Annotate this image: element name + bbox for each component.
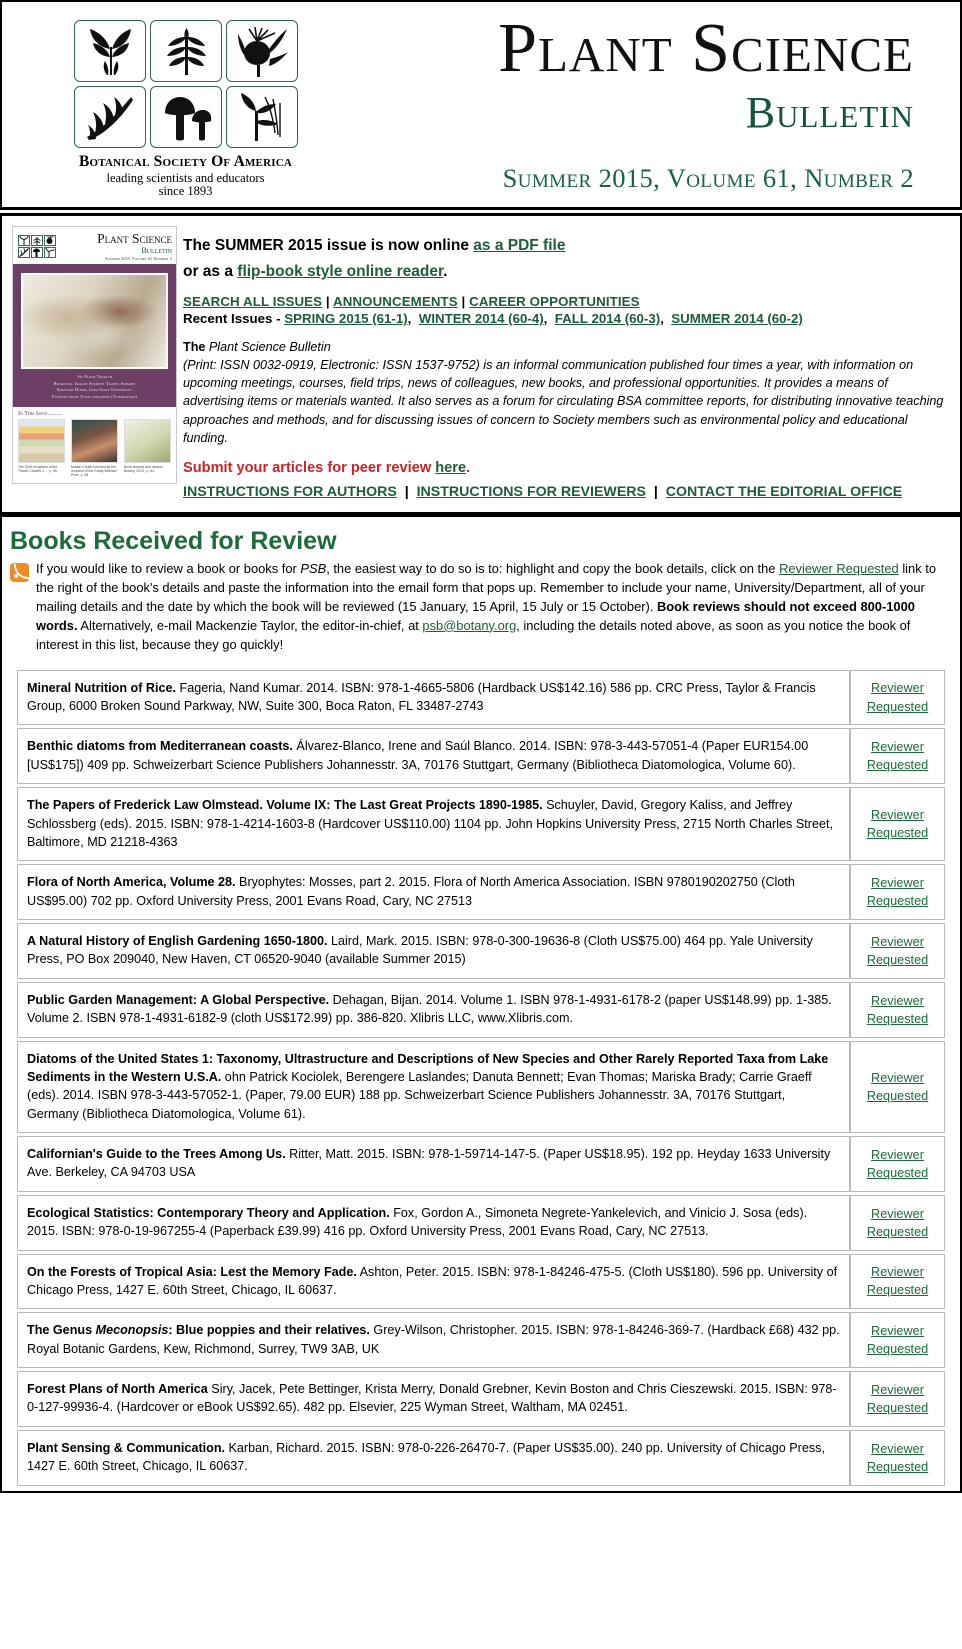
reviewer-label-line2: Requested	[866, 826, 929, 841]
books-received-heading: Books Received for Review	[10, 526, 337, 555]
editor-email-link[interactable]: psb@botany.org	[422, 617, 517, 633]
submit-articles-line	[183, 460, 948, 476]
cover-thumb-2-caption: Marian Chubb honored as the recipient of the Grady Webster Prize, p. 58	[71, 464, 117, 478]
reviewer-label-line2: Requested	[866, 1283, 929, 1298]
table-row	[17, 728, 945, 784]
book-details-cell	[17, 1195, 850, 1251]
cover-thumb-2	[71, 419, 118, 478]
reviewer-requested-link[interactable]	[854, 1146, 941, 1182]
publication-title: Plant Science	[498, 10, 914, 87]
online-availability-line1	[183, 234, 948, 258]
pdf-file-link[interactable]: as a PDF file	[473, 237, 566, 254]
reviewer-label-line2: Requested	[866, 1459, 929, 1474]
cover-thumb-3	[124, 419, 171, 478]
book-title-prefix: The Genus	[27, 1323, 96, 1338]
reviewer-requested-cell[interactable]	[850, 1041, 945, 1134]
reviewer-label-line2: Requested	[866, 1088, 929, 1103]
recent-issue-summer-2014-link[interactable]: SUMMER 2014 (60-2)	[671, 311, 803, 327]
book-title: Californian's Guide to the Trees Among Us.	[27, 1147, 286, 1161]
cover-logo-cell-2	[31, 235, 43, 246]
table-row	[17, 1254, 945, 1310]
recent-issue-winter-2014-link[interactable]: WINTER 2014 (60-4)	[418, 311, 544, 327]
cover-thumbnail-row	[13, 419, 176, 484]
fern-frond-icon	[74, 86, 146, 148]
table-row	[17, 1195, 945, 1251]
cover-caption-line4: Flowers from Xyris difformis (Xyridaceae)	[52, 393, 137, 399]
cover-title-block	[61, 232, 172, 261]
reviewer-requested-link[interactable]	[854, 933, 941, 969]
reviewer-label-line2: Requested	[866, 1224, 929, 1239]
book-details-cell	[17, 1041, 850, 1134]
reviewer-requested-cell[interactable]	[850, 728, 945, 784]
cover-caption	[21, 369, 168, 401]
issue-details	[177, 226, 960, 504]
reviewer-requested-link[interactable]	[854, 1205, 941, 1241]
book-details-cell	[17, 1430, 850, 1486]
reviewer-label-line2: Requested	[866, 1342, 929, 1357]
instructions-links-row	[183, 484, 948, 504]
reviewer-label-line1: Reviewer	[871, 1382, 924, 1397]
books-table-body	[17, 670, 945, 1486]
table-row	[17, 1312, 945, 1368]
cover-thumb-1-caption: The 2015 recipients of the Triarch Charles J. ... p. 50	[18, 464, 58, 473]
book-meta: Schuyler, David, Gregory Kaliss, and Jeffrey Schlossberg (eds). 2015. ISBN: 978-1-4214-1603-8 (Hardcover US$110.00) 1104 pp. John Hopkins University Press, 2715 North Charles Street, Baltimore, MD 21218-4363	[27, 798, 833, 849]
reviewer-requested-link[interactable]	[854, 1381, 941, 1417]
reviewer-requested-link[interactable]	[854, 992, 941, 1028]
cover-title: Plant Science	[97, 231, 172, 246]
announcements-link[interactable]: ANNOUNCEMENTS	[333, 294, 458, 310]
cover-header	[13, 227, 176, 264]
reviewer-label-line2: Requested	[866, 894, 929, 909]
cover-thumb-1-image	[18, 419, 65, 463]
recent-sep-3: ,	[660, 311, 672, 327]
book-details-cell	[17, 1136, 850, 1192]
intro-part-2: , the easiest way to do so is to: highlight and copy the book details, click on the	[326, 560, 780, 576]
logo-icon-grid	[74, 20, 298, 148]
reviewer-label-line1: Reviewer	[871, 1070, 924, 1085]
society-name: Botanical Society Of America	[79, 153, 292, 170]
books-intro-text	[36, 560, 950, 655]
career-opportunities-link[interactable]: CAREER OPPORTUNITIES	[469, 294, 640, 310]
table-row	[17, 787, 945, 861]
cover-logo-icon	[18, 235, 56, 258]
cover-caption-line2: Botanical Images Student Travel Awards	[53, 380, 136, 386]
book-details-cell	[17, 728, 850, 784]
reviewer-label-line2: Requested	[866, 699, 929, 714]
recent-issues-label: Recent Issues -	[183, 311, 285, 327]
book-title: The Papers of Frederick Law Olmstead. Volume IX: The Last Great Projects 1890-1985.	[27, 798, 543, 813]
nav-sep-2: |	[457, 294, 470, 310]
book-details-cell	[17, 982, 850, 1038]
mushroom-icon	[150, 86, 222, 148]
table-row	[17, 982, 945, 1038]
cover-column	[2, 226, 177, 504]
book-meta: Ashton, Peter. 2015. ISBN: 978-1-84246-475-5. (Cloth US$180). 596 pp. University of Chicago Press, 1427 E. 60th Street, Chicago, IL 60637.	[27, 1264, 838, 1297]
society-tagline-line1: leading scientists and educators	[106, 171, 265, 185]
reviewer-requested-link[interactable]	[854, 679, 941, 715]
book-title-genus-italic: Meconopsis	[95, 1323, 169, 1338]
cover-issue: Summer 2015 Volume 61 Number 2	[105, 255, 172, 261]
cover-caption-line1: 1st Place Triarch	[76, 373, 113, 379]
recent-issue-spring-2015-link[interactable]: SPRING 2015 (61-1)	[284, 311, 408, 327]
submit-prefix: Submit your articles for peer review	[183, 459, 436, 476]
reviewer-label-line1: Reviewer	[871, 993, 924, 1008]
book-title-suffix: : Blue poppies and their relatives.	[168, 1323, 370, 1338]
book-title: Diatoms of the United States 1: Taxonomy, Ultrastructure and Descriptions of New Species and Other Rarely Reported Taxa from Lake Sediments in the Western U.S.A.	[27, 1051, 829, 1084]
flipbook-reader-link[interactable]: flip-book style online reader	[237, 263, 444, 281]
reviewer-requested-link[interactable]	[854, 874, 941, 910]
intro-part-5: , including the details noted above, as soon as you notice the book of interest in this list, because they go quickly!	[36, 617, 911, 652]
book-title: Mineral Nutrition of Rice.	[27, 680, 177, 695]
book-title: Plant Sensing & Communication.	[27, 1440, 226, 1455]
reviewer-requested-cell[interactable]	[850, 1136, 945, 1192]
cover-logo-cell-4	[18, 247, 30, 258]
publication-subtitle: Bulletin	[745, 87, 914, 137]
book-title: On the Forests of Tropical Asia: Lest the Memory Fade.	[27, 1264, 357, 1279]
book-details-cell	[17, 1254, 850, 1310]
reviewer-requested-cell[interactable]	[850, 1254, 945, 1310]
book-details-cell	[17, 1371, 850, 1427]
issue-cover-thumbnail[interactable]	[12, 226, 177, 484]
intro-psb-italic: PSB	[300, 560, 327, 576]
cover-thumb-1	[18, 419, 65, 478]
reviewer-label-line2: Requested	[866, 952, 929, 967]
submit-here-link[interactable]: here	[435, 459, 467, 476]
lead-prefix: The SUMMER 2015 issue is now online	[183, 237, 474, 254]
reviewer-requested-link[interactable]	[854, 1440, 941, 1476]
society-tagline	[107, 172, 265, 198]
intro-reviewer-requested-link[interactable]: Reviewer Requested	[779, 560, 899, 576]
book-meta: ohn Patrick Kociolek, Berengere Laslandes; Danuta Bennett; Evan Thomas; Mariska Brady; Carrie Graeff (eds). 2014. ISBN 978-3-443-57052-1. (Paper, 79.00 EUR) 188 pp. Schweizerbart Science Publishers Johannesstr. 3A, 70176 Stuttgart, Germany (Bibliotheca Diatomologica, Volume 61).	[27, 1069, 812, 1121]
reviewer-requested-cell[interactable]	[850, 787, 945, 861]
masthead-titles	[307, 2, 960, 194]
reviewer-requested-cell[interactable]	[850, 982, 945, 1038]
book-meta: Karban, Richard. 2015. ISBN: 978-0-226-26470-7. (Paper US$35.00). 240 pp. University of Chicago Press, 1427 E. 60th Street, Chicago, IL 60637.	[27, 1440, 825, 1474]
reviewer-requested-cell[interactable]	[850, 1430, 945, 1486]
book-title: Flora of North America, Volume 28.	[27, 875, 236, 890]
reviewer-requested-link[interactable]	[854, 1069, 941, 1105]
reviewer-label-line1: Reviewer	[871, 1324, 924, 1339]
reviewer-label-line1: Reviewer	[871, 740, 924, 755]
table-row	[17, 1430, 945, 1486]
contact-editorial-office-link[interactable]: CONTACT THE EDITORIAL OFFICE	[665, 483, 903, 500]
masthead	[0, 0, 962, 207]
cover-subtitle: Bulletin	[141, 245, 172, 255]
cover-artwork	[13, 264, 176, 407]
book-details-cell	[17, 1312, 850, 1368]
books-table	[17, 667, 945, 1489]
book-title: A Natural History of English Gardening 1650-1800.	[27, 934, 328, 948]
issue-panel	[0, 216, 962, 514]
recent-issues-row	[183, 311, 948, 326]
table-row	[17, 1371, 945, 1427]
reviewer-label-line2: Requested	[866, 1400, 929, 1415]
reviewer-label-line1: Reviewer	[871, 1265, 924, 1280]
book-meta: Bryophytes: Mosses, part 2. 2015. Flora of North America Association. ISBN 9780190202750 (Cloth US$95.00) 702 pp. Oxford University Press, 2001 Evans Road, Cary, NC 27513	[27, 875, 795, 908]
intro-part-4: Alternatively, e-mail Mackenzie Taylor, the editor-in-chief, at	[77, 617, 423, 633]
table-row	[17, 1136, 945, 1192]
reviewer-label-line1: Reviewer	[871, 808, 924, 823]
lead-second-prefix: or as a	[183, 263, 238, 281]
about-title-italic: Plant Science Bulletin	[208, 340, 331, 355]
cover-photo	[21, 273, 168, 369]
book-title: Ecological Statistics: Contemporary Theory and Application.	[27, 1205, 390, 1220]
rss-feed-icon[interactable]	[10, 563, 29, 582]
reviewer-label-line2: Requested	[866, 1165, 929, 1180]
intro-part-1: If you would like to review a book or books for	[36, 560, 301, 576]
about-bulletin	[183, 338, 948, 447]
cover-logo-cell-3	[44, 235, 56, 246]
instructions-for-reviewers-link[interactable]: INSTRUCTIONS FOR REVIEWERS	[416, 483, 646, 500]
books-intro	[2, 560, 960, 655]
reviewer-label-line1: Reviewer	[871, 1441, 924, 1456]
reviewer-label-line2: Requested	[866, 758, 929, 773]
table-row	[17, 670, 945, 726]
book-meta: Siry, Jacek, Pete Bettinger, Krista Merry, Donald Grebner, Kevin Boston and Chris Cieszewski. 2015. ISBN: 978-0-127-99936-4. (Hardcover or eBook US$92.65). 482 pp. Elsevier, 225 Wyman Street, Waltham, MA 02451.	[27, 1382, 837, 1415]
grass-plant-icon	[74, 20, 146, 82]
bsa-logo	[2, 2, 307, 198]
nav-sep-1: |	[322, 294, 334, 310]
book-details-cell	[17, 864, 850, 920]
reviewer-requested-link[interactable]	[854, 738, 941, 774]
instructions-sep-2: |	[646, 483, 666, 500]
reviewer-label-line1: Reviewer	[871, 934, 924, 949]
search-all-issues-link[interactable]: SEARCH ALL ISSUES	[183, 294, 323, 310]
conifer-branch-icon	[150, 20, 222, 82]
submit-suffix: .	[466, 459, 471, 476]
sedge-seed-icon	[226, 86, 298, 148]
books-received-section	[0, 517, 962, 1493]
instructions-for-authors-link[interactable]: INSTRUCTIONS FOR AUTHORS	[183, 483, 397, 500]
reviewer-label-line1: Reviewer	[871, 681, 924, 696]
intro-part-3: link to the right of the book's details and paste the information into the email form that pops up. Remember to include your name, University/Department, all of your mailing details and the date by which the book will be reviewed (15 January, 15 April, 15 July or 15 October).	[36, 560, 936, 614]
instructions-sep-1: |	[396, 483, 417, 500]
cover-in-this-issue-label: In This Issue..........	[18, 410, 63, 417]
reviewer-requested-link[interactable]	[854, 1322, 941, 1358]
nav-links-row	[183, 294, 948, 309]
recent-issue-fall-2014-link[interactable]: FALL 2014 (60-3)	[554, 311, 661, 327]
cover-logo-cell-6	[44, 247, 56, 258]
cover-thumb-2-image	[71, 419, 118, 463]
online-availability-line2	[183, 260, 948, 284]
table-row	[17, 1041, 945, 1134]
book-meta: Grey-Wilson, Christopher. 2015. ISBN: 978-1-84246-369-7. (Hardback £68) 432 pp. Royal Botanic Gardens, Kew, Richmond, Surrey, TW9 3AB, UK	[27, 1323, 840, 1356]
table-row	[17, 923, 945, 979]
book-details-cell	[17, 670, 850, 726]
reviewer-requested-cell[interactable]	[850, 670, 945, 726]
book-details-cell	[17, 923, 850, 979]
intro-bold-word-limit: Book reviews should not exceed 800-1000 words.	[36, 598, 915, 633]
reviewer-requested-link[interactable]	[854, 806, 941, 842]
book-title: Forest Plans of North America	[27, 1382, 208, 1396]
reviewer-label-line2: Requested	[866, 1011, 929, 1026]
book-meta: Dehagan, Bijan. 2014. Volume 1. ISBN 978-1-4931-6178-2 (paper US$148.99) pp. 1-385. Volume 2. ISBN 978-1-4931-6182-9 (cloth US$172.99) pp. 386-820. Xlibris LLC, www.Xlibris.com.	[27, 992, 832, 1026]
book-title: Public Garden Management: A Global Perspective.	[27, 992, 330, 1007]
recent-sep-2: ,	[543, 311, 555, 327]
reviewer-requested-cell[interactable]	[850, 864, 945, 920]
about-prefix: The	[183, 340, 209, 355]
cover-logo-cell-5	[31, 247, 43, 258]
about-body: (Print: ISSN 0032-0919, Electronic: ISSN 1537-9752) is an informal communication published four times a year, with information on upcoming meetings, courses, field trips, news of colleagues, new books, and professional opportunities. It provides a means of advertising items or materials wanted. It also serves as a forum for circulating BSA committee reports, for distributing innovative teaching approaches and methods, and for discussing issues of concern to Society members such as environmental policy and educational funding.	[183, 358, 944, 445]
reviewer-requested-cell[interactable]	[850, 1371, 945, 1427]
recent-sep-1: ,	[407, 311, 419, 327]
society-tagline-line2: since 1893	[158, 184, 213, 199]
issue-line: Summer 2015, Volume 61, Number 2	[502, 162, 914, 193]
book-meta: Álvarez-Blanco, Irene and Saúl Blanco. 2014. ISBN: 978-3-443-57051-4 (Paper EUR154.00 [US$175]) 409 pp. Schweizerbart Science Publishers Johannesstr. 3A, 70176 Stuttgart, Germany (Bibliotheca Diatomologica, Volume 60).	[27, 739, 809, 772]
book-details-cell	[17, 787, 850, 861]
cover-thumb-3-image	[124, 419, 171, 463]
pine-cone-grass-icon	[226, 20, 298, 82]
reviewer-requested-cell[interactable]	[850, 1195, 945, 1251]
reviewer-label-line1: Reviewer	[871, 1147, 924, 1162]
reviewer-requested-cell[interactable]	[850, 923, 945, 979]
reviewer-label-line1: Reviewer	[871, 876, 924, 891]
reviewer-requested-link[interactable]	[854, 1263, 941, 1299]
table-row	[17, 864, 945, 920]
lead-second-suffix: .	[443, 263, 448, 281]
book-meta: Laird, Mark. 2015. ISBN: 978-0-300-19636-8 (Cloth US$75.00) 464 pp. Yale University Press, PO Box 209040, New Haven, CT 06520-9040 (available Summer 2015)	[27, 934, 813, 967]
cover-thumb-3-caption: Book reviews and news in Botany, 2015 , p. 64	[124, 464, 164, 473]
book-meta: Fageria, Nand Kumar. 2014. ISBN: 978-1-4665-5806 (Hardback US$142.16) 586 pp. CRC Press, Taylor & Francis Group, 6000 Broken Sound Parkway, NW, Suite 300, Boca Raton, FL 33487-2743	[27, 680, 816, 713]
book-meta: Ritter, Matt. 2015. ISBN: 978-1-59714-147-5. (Paper US$18.95). 192 pp. Heyday 1633 University Ave. Berkeley, CA 94703 USA	[27, 1147, 831, 1180]
book-meta: Fox, Gordon A., Simoneta Negrete-Yankelevich, and Vinicio J. Sosa (eds). 2015. ISBN: 978-0-19-967255-4 (Paperback £39.99) 416 pp. Oxford University Press, 2001 Evans Road, Cary, NC 27513.	[27, 1205, 808, 1239]
reviewer-requested-cell[interactable]	[850, 1312, 945, 1368]
cover-caption-line3: Shannah Dixon, Iowa State University	[56, 387, 133, 393]
book-title: Benthic diatoms from Mediterranean coasts.	[27, 739, 293, 754]
cover-logo-cell-1	[18, 235, 30, 246]
reviewer-label-line1: Reviewer	[871, 1206, 924, 1221]
